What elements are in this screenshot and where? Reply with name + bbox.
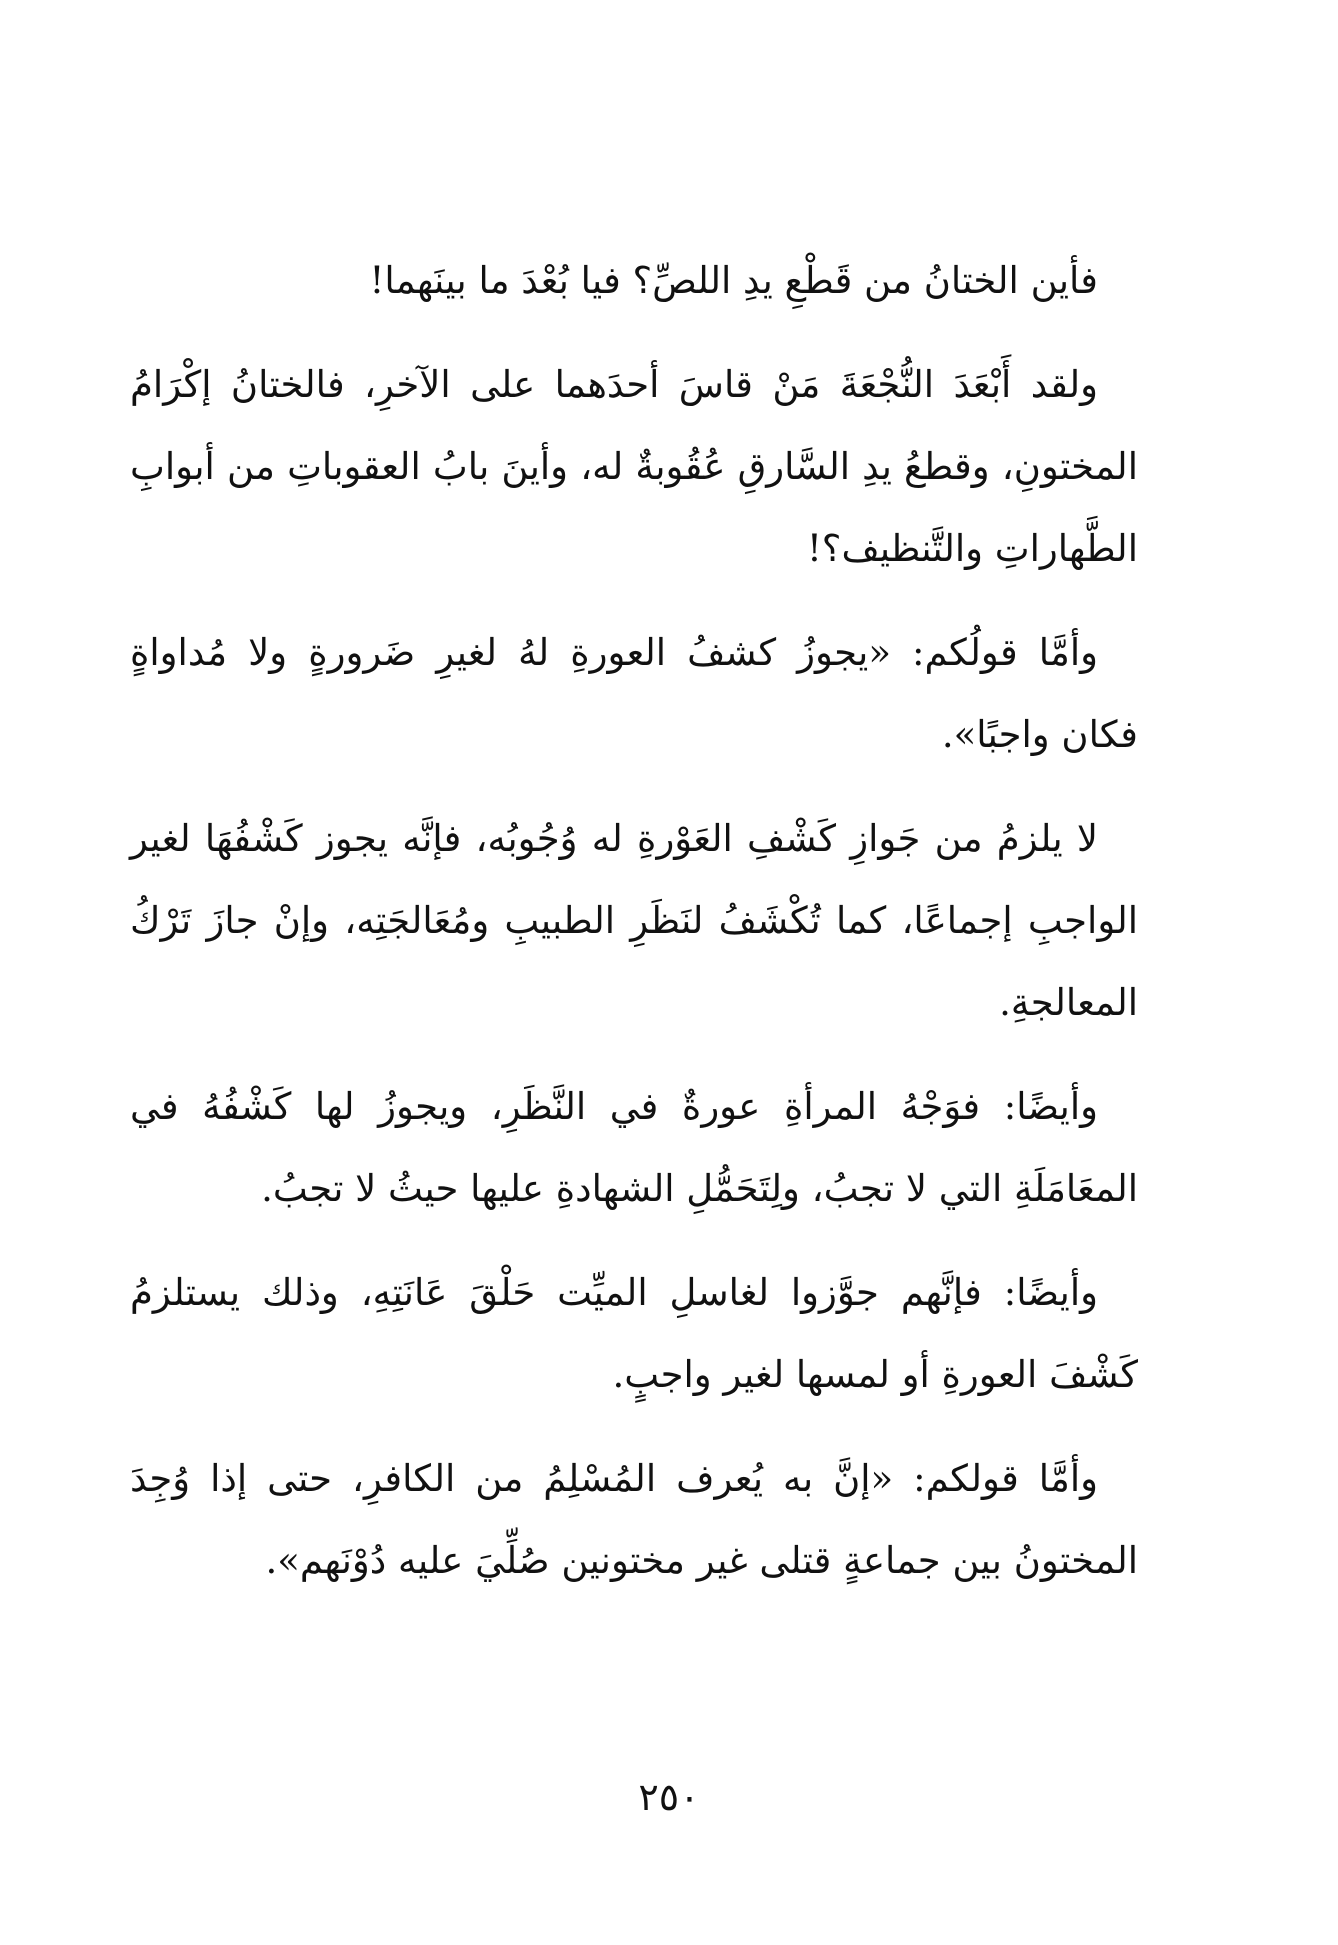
- paragraph-7: وأمَّا قولكم: «إنَّ به يُعرف المُسْلِمُ من الكافرِ، حتى إذا وُجِدَ المختونُ بين جماعةٍ قتلى غير مختونين صُلِّيَ عليه دُوْنَهم».: [130, 1457, 1138, 1582]
- body-text: [130, 240, 1138, 1624]
- page-number: ٢٥٠: [638, 1775, 700, 1819]
- paragraph-2: ولقد أَبْعَدَ النُّجْعَةَ مَنْ قاسَ أحدَهما على الآخرِ، فالختانُ إكْرَامُ المختونِ، وقطعُ يدِ السَّارقِ عُقُوبةٌ له، وأينَ بابُ العقوباتِ من أبوابِ الطَّهاراتِ والتَّنظيف؟!: [130, 363, 1138, 570]
- paragraph-5: وأيضًا: فوَجْهُ المرأةِ عورةٌ في النَّظَرِ، ويجوزُ لها كَشْفُهُ في المعَامَلَةِ التي لا تجبُ، ولِتَحَمُّلِ الشهادةِ عليها حيثُ لا تجبُ.: [130, 1085, 1138, 1210]
- paragraph-6: وأيضًا: فإنَّهم جوَّزوا لغاسلِ الميِّت حَلْقَ عَانَتِهِ، وذلك يستلزمُ كَشْفَ العورةِ أو لمسها لغير واجبٍ.: [130, 1271, 1138, 1396]
- paragraph-4: لا يلزمُ من جَوازِ كَشْفِ العَوْرةِ له وُجُوبُه، فإنَّه يجوز كَشْفُهَا لغير الواجبِ إجماعًا، كما تُكْشَفُ لنَظَرِ الطبيبِ ومُعَالجَتِه، وإنْ جازَ تَرْكُ المعالجةِ.: [130, 817, 1138, 1024]
- paragraph-3: وأمَّا قولُكم: «يجوزُ كشفُ العورةِ لهُ لغيرِ ضَرورةٍ ولا مُداواةٍ فكان واجبًا».: [130, 631, 1138, 756]
- paragraph-1: فأين الختانُ من قَطْعِ يدِ اللصِّ؟ فيا بُعْدَ ما بينَهما!: [369, 259, 1098, 302]
